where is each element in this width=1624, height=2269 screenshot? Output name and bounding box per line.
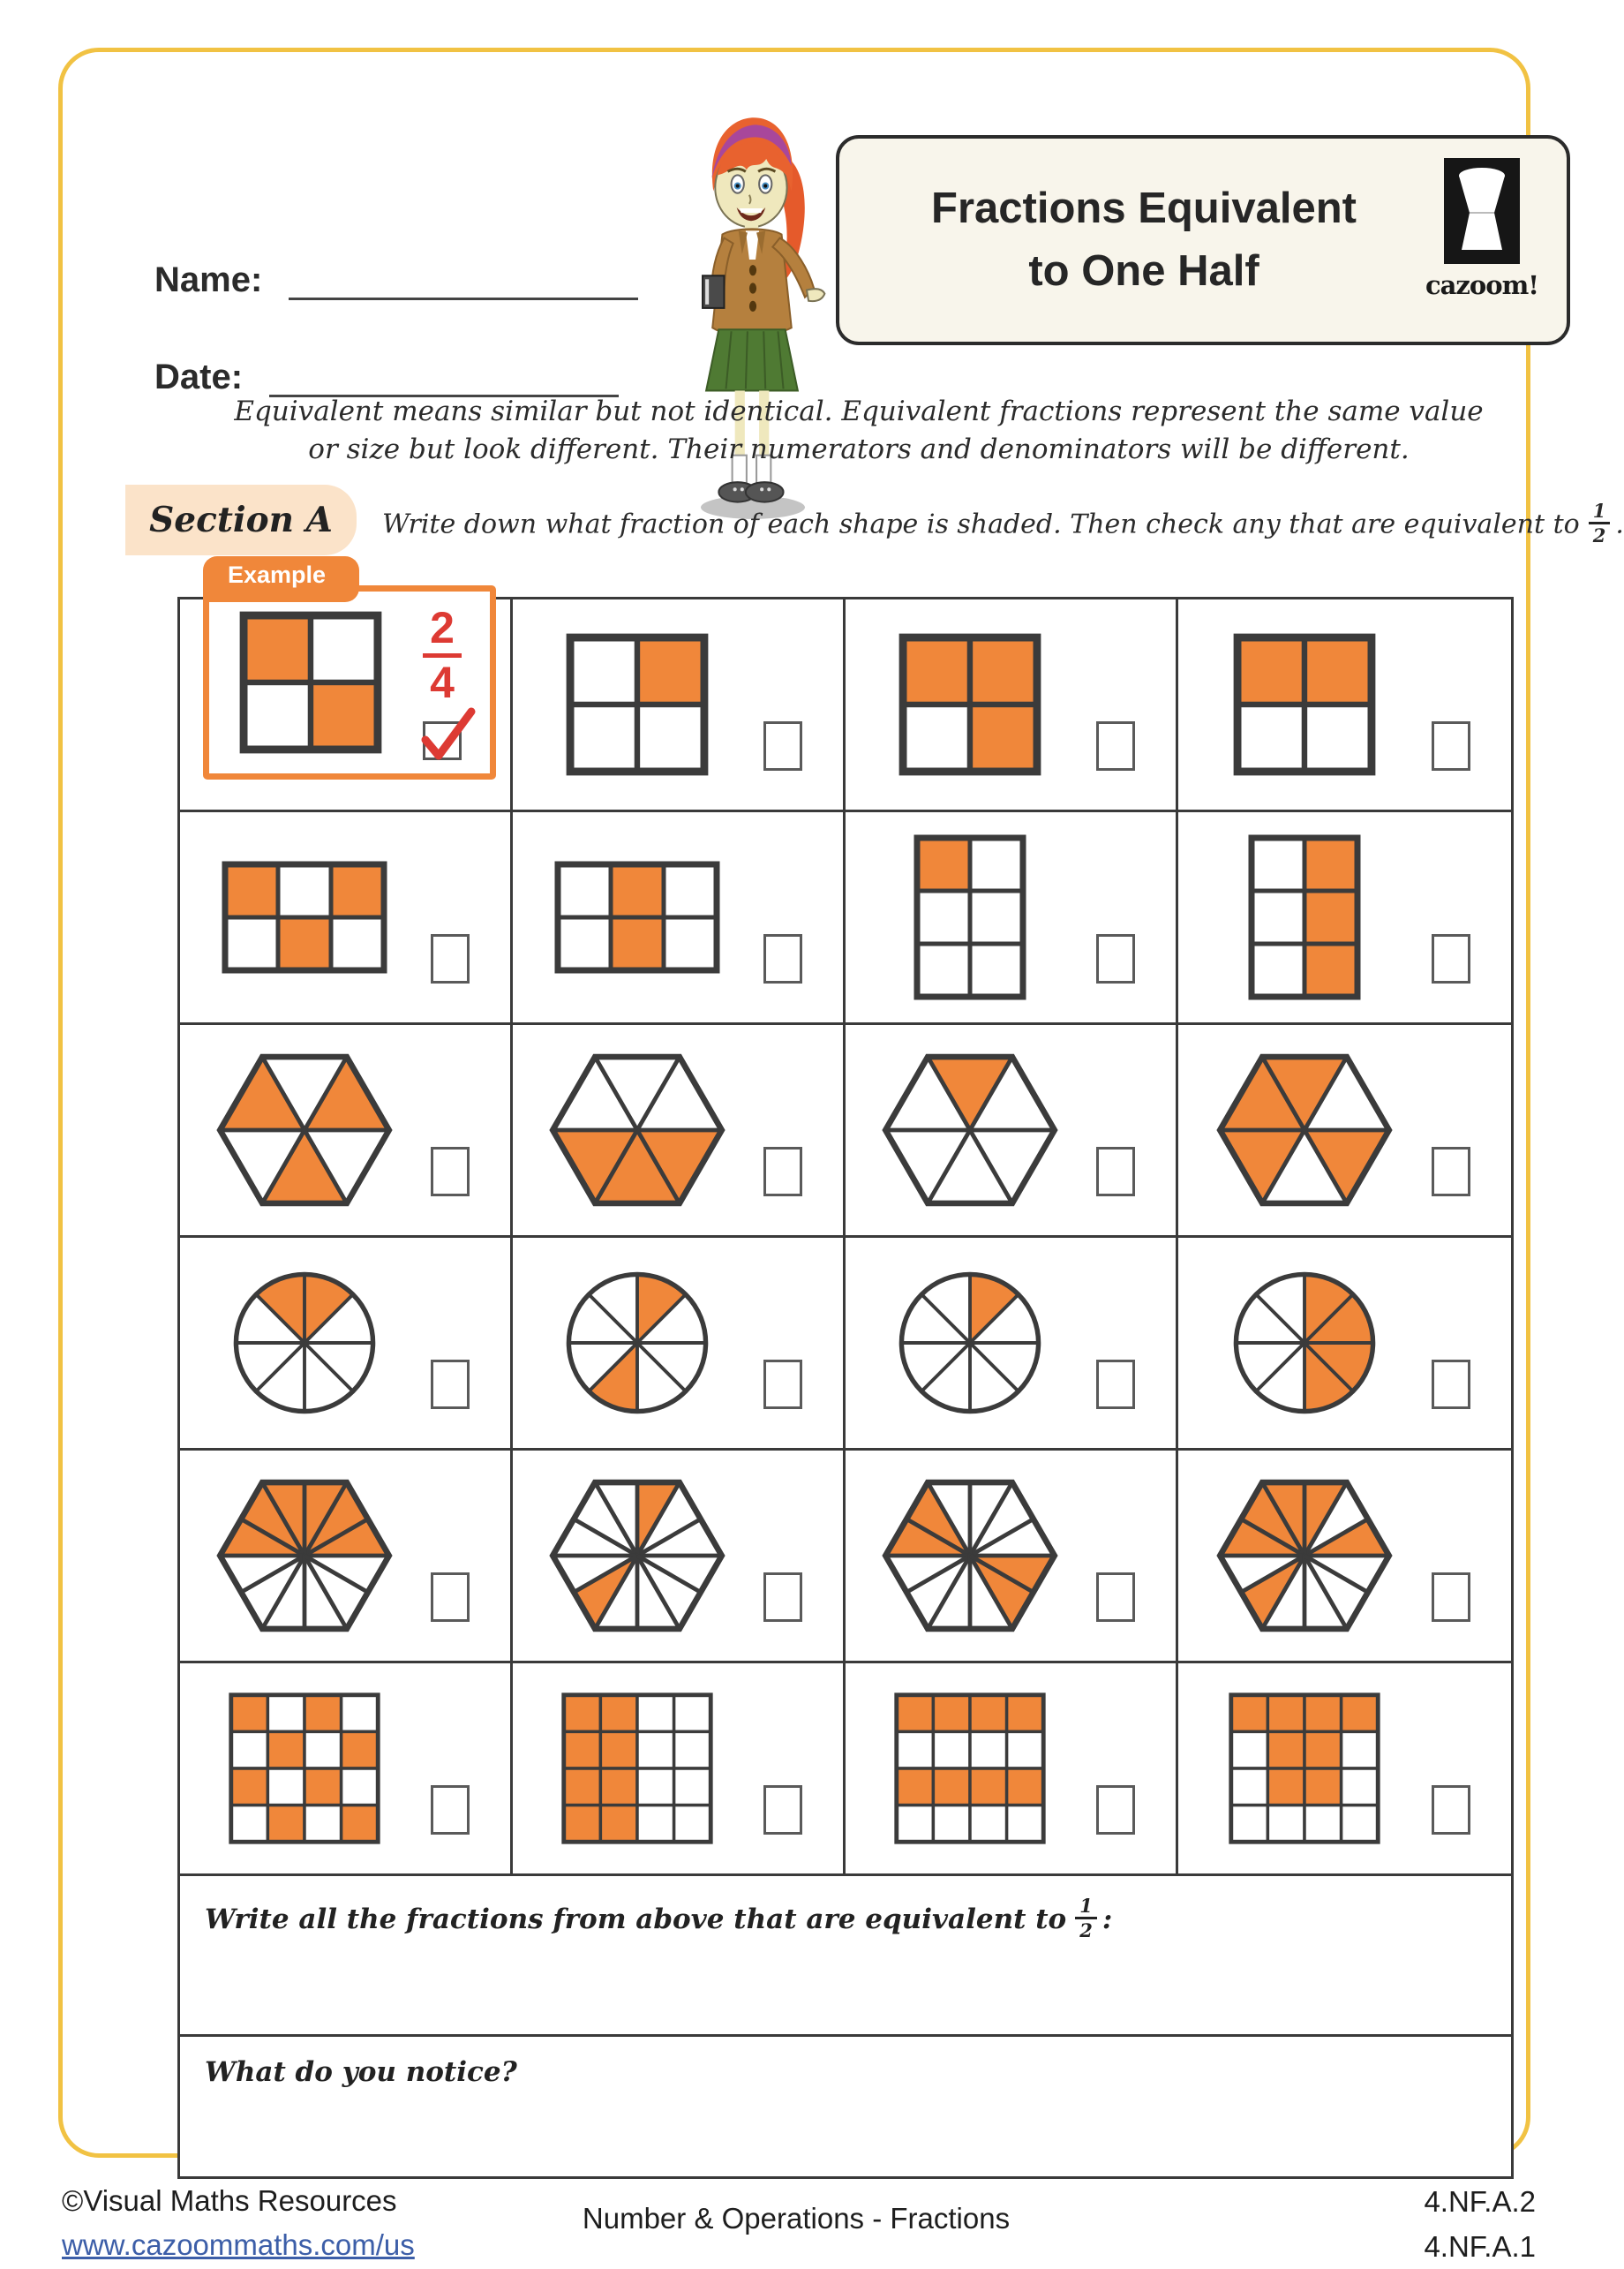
shape-area [1185,1663,1423,1873]
shape-area [1185,1238,1423,1448]
equivalent-checkbox-r1c2[interactable] [763,721,802,771]
what-do-you-notice-prompt: What do you notice? [205,2056,517,2088]
equivalent-checkbox-r4c2[interactable] [763,1360,802,1409]
intro-text: Equivalent means similar but not identical. Equivalent fractions represent the same value or size but look different. Their numerators and denominators will be different. [234,396,1484,465]
shape-area [520,1663,755,1873]
date-field-row [154,358,619,397]
copyright-text: ©Visual Maths Resources [62,2184,397,2217]
fraction-shape-hex12 [879,1476,1061,1635]
shape-area [520,1451,755,1661]
fraction-shape-grid [566,633,709,776]
cazoom-wordmark: cazoom! [1425,270,1539,300]
section-a-badge [125,485,357,555]
equivalent-checkbox-r5c2[interactable] [763,1572,802,1622]
date-input-line[interactable] [269,360,619,397]
fraction-shape-circle8 [231,1263,378,1423]
fraction-shape-circle8 [897,1263,1043,1423]
footer-topic: Number & Operations - Fractions [582,2202,1011,2235]
shape-area [520,599,755,810]
fraction-cell-r4c4 [1178,1238,1511,1451]
fraction-cell-r3c2 [513,1025,846,1238]
fraction-cell-r3c3 [846,1025,1178,1238]
fraction-shape-hex6 [879,1051,1061,1210]
equivalent-checkbox-r3c2[interactable] [763,1147,802,1196]
fraction-cell-r2c4 [1178,812,1511,1025]
fraction-shape-circle8 [564,1263,710,1423]
equivalent-checkbox-r3c1[interactable] [431,1147,470,1196]
date-label: Date: [154,358,244,396]
shape-area [187,1451,422,1661]
shape-area [1185,812,1423,1022]
equivalent-checkbox-r6c3[interactable] [1096,1785,1135,1835]
fraction-cell-r6c3 [846,1663,1178,1876]
fraction-shape-grid [229,1692,380,1844]
shape-area [187,812,422,1022]
section-a-label: Section A [149,500,333,540]
name-label: Name: [154,260,263,299]
equivalent-checkbox-r2c1[interactable] [431,934,470,984]
fraction-cell-r5c3 [846,1451,1178,1663]
fraction-cell-r5c1 [180,1451,513,1663]
red-checkmark-icon [420,703,477,763]
fraction-cell-r1c3 [846,599,1178,812]
fraction-cell-r2c1 [180,812,513,1025]
shape-area [853,1663,1087,1873]
fraction-shape-grid [561,1692,713,1844]
fraction-cell-r5c2 [513,1451,846,1663]
equivalent-checkbox-r6c1[interactable] [431,1785,470,1835]
instruction-period: . [1615,509,1624,540]
prompt-colon: : [1101,1903,1113,1936]
fraction-cell-r1c4 [1178,599,1511,812]
fraction-shape-hex6 [1214,1051,1395,1210]
equivalent-checkbox-r4c3[interactable] [1096,1360,1135,1409]
shape-area [1185,1451,1423,1661]
fraction-shape-hex12 [546,1476,728,1635]
one-half-fraction: $\frac{1}{2}$ [1075,1896,1097,1941]
standard-code: 4.NF.A.1 [1424,2230,1536,2264]
instruction-text: Write down what fraction of each shape is shaded. Then check any that are equivalent to [382,509,1580,540]
fraction-shape-hex6 [546,1051,728,1210]
fraction-cell-r3c4 [1178,1025,1511,1238]
fraction-cell-r4c2 [513,1238,846,1451]
fraction-shape-grid [1229,1692,1380,1844]
equivalent-checkbox-r2c2[interactable] [763,934,802,984]
example-box [203,562,496,780]
fraction-cell-r1c2 [513,599,846,812]
cazoom-url-link[interactable]: www.cazoommaths.com/us [62,2228,415,2261]
fraction-shape-grid [553,861,721,974]
equivalent-checkbox-r2c4[interactable] [1432,934,1470,984]
example-label: Example [203,556,359,602]
example-answer-fraction: $\frac{2}{4}$ [423,605,462,705]
cazoom-logo [1420,158,1544,300]
fraction-shape-grid [1248,833,1361,1001]
equivalent-checkbox-r1c3[interactable] [1096,721,1135,771]
what-do-you-notice-row[interactable] [180,2037,1511,2176]
standard-code: 4.NF.A.2 [1424,2185,1536,2218]
equivalent-checkbox-r6c4[interactable] [1432,1785,1470,1835]
shape-area [520,812,755,1022]
fraction-shape-hex6 [214,1051,395,1210]
standards-codes [1424,2179,1536,2269]
shape-area [187,1663,422,1873]
fraction-shape-hex12 [214,1476,395,1635]
equivalent-checkbox-r5c4[interactable] [1432,1572,1470,1622]
write-fractions-prompt-row[interactable] [180,1876,1511,2037]
fraction-shape-grid [221,861,388,974]
fraction-grid-table [177,562,1514,2179]
fraction-cell-r4c3 [846,1238,1178,1451]
fraction-shape-grid [894,1692,1046,1844]
name-input-line[interactable] [289,263,638,300]
fraction-cell-r6c1 [180,1663,513,1876]
fraction-cell-r6c2 [513,1663,846,1876]
fraction-shape-grid [1233,633,1376,776]
page-frame [58,48,1624,2158]
fraction-cell-r2c3 [846,812,1178,1025]
title-box [836,135,1570,345]
shape-area [1185,599,1423,810]
equivalent-checkbox-r5c1[interactable] [431,1572,470,1622]
shape-area [853,1451,1087,1661]
fraction-shape-circle8 [1231,1263,1378,1423]
shape-area [853,812,1087,1022]
fraction-cell-r6c4 [1178,1663,1511,1876]
fraction-cell-r5c4 [1178,1451,1511,1663]
shape-area [853,1238,1087,1448]
shape-area [853,599,1087,810]
equivalent-checkbox-r1c4[interactable] [1432,721,1470,771]
shape-area [853,1025,1087,1235]
fraction-cell-r4c1 [180,1238,513,1451]
equivalent-checkbox-r5c3[interactable] [1096,1572,1135,1622]
title-line-2: to One Half [1028,247,1259,296]
equivalent-checkbox-r3c4[interactable] [1432,1147,1470,1196]
title-line-1: Fractions Equivalent [931,185,1357,232]
fraction-cell-r2c2 [513,812,846,1025]
name-field-row [154,260,638,300]
fraction-cell-r3c1 [180,1025,513,1238]
cazoom-drum-icon [1444,158,1520,264]
equivalent-checkbox-r3c3[interactable] [1096,1147,1135,1196]
equivalent-checkbox-r6c2[interactable] [763,1785,802,1835]
shape-area [520,1025,755,1235]
worksheet-title [866,177,1422,303]
section-a-instruction [382,501,1624,551]
fraction-shape-grid [239,611,382,754]
write-fractions-prompt: Write all the fractions from above that are equivalent to [205,1903,1067,1936]
equivalent-checkbox-r4c4[interactable] [1432,1360,1470,1409]
fraction-shape-hex12 [1214,1476,1395,1635]
shape-area [1185,1025,1423,1235]
equivalent-checkbox-r1c1[interactable] [423,721,462,760]
fraction-cell-r1c1 [180,562,513,812]
one-half-fraction: $\frac{1}{2}$ [1589,501,1611,546]
fraction-shape-grid [898,633,1041,776]
equivalent-checkbox-r2c3[interactable] [1096,934,1135,984]
fraction-shape-grid [914,833,1026,1001]
shape-area [187,1025,422,1235]
equivalent-checkbox-r4c1[interactable] [431,1360,470,1409]
shape-area [520,1238,755,1448]
shape-area [187,1238,422,1448]
